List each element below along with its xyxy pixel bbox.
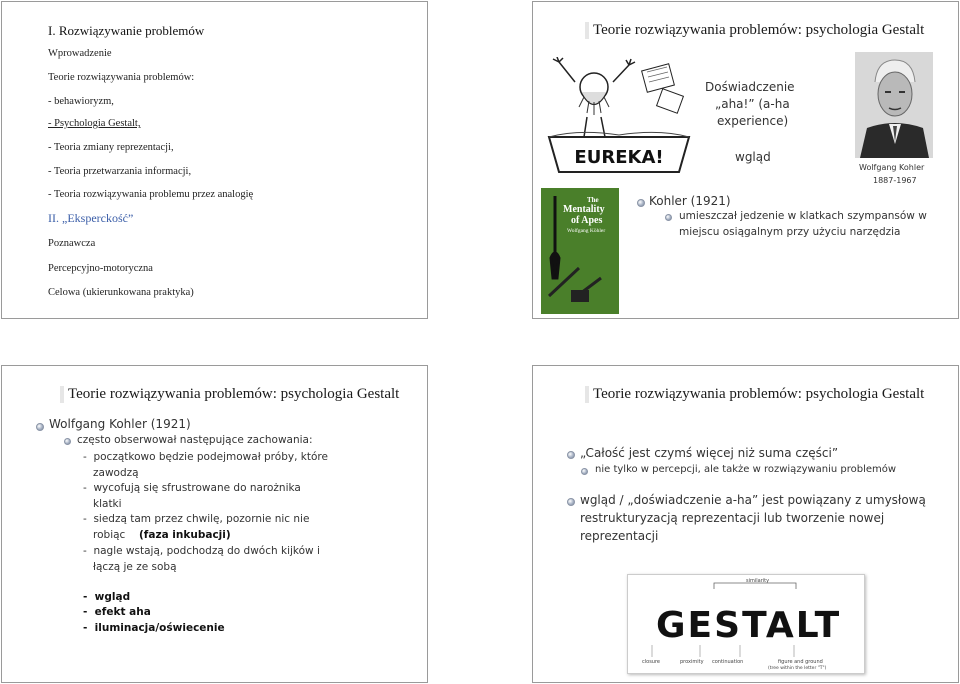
slide4-bullet2-line2: restrukturyzacją reprezentacji lub tworzenie nowej [580,511,885,525]
portrait-photo [855,52,933,158]
slide-3 [1,365,428,683]
slide1-line: Teorie rozwiązywania problemów: [48,72,195,83]
proximity-label: proximity [680,659,704,665]
kohler-portrait [855,52,933,158]
slide3-title: Teorie rozwiązywania problemów: psychologia Gestalt [60,386,399,403]
slide-4 [532,365,959,683]
portrait-caption-years: 1887-1967 [873,176,917,185]
slide3-dash-line: zawodzą [83,467,139,479]
similarity-label: similarity [746,578,770,584]
slide1-title: I. Rozwiązywanie problemów [48,23,205,38]
doswiadczenie-line1: Doświadczenie [705,80,795,94]
slide3-dash-line: robiąc [83,529,129,541]
slide1-line-gestalt: - Psychologia Gestalt, [48,118,141,129]
slide3-dash-line: - początkowo będzie podejmował próby, które [83,451,328,463]
eureka-cartoon [539,57,699,182]
slide3-dash-line: - siedzą tam przez chwilę, pozornie nic nie [83,513,310,525]
slide-1 [1,1,428,319]
slide1-line: Poznawcza [48,238,96,249]
slide3-dash-line: łączą je ze sobą [83,561,177,573]
slide3-faza: (faza inkubacji) [139,529,231,541]
portrait-caption-name: Wolfgang Kohler [859,163,925,172]
slide3-sub1: często obserwował następujące zachowania: [77,434,313,446]
slide4-bullet2-line3: reprezentacji [580,529,659,543]
doswiadczenie-line2: „aha!” (a-ha [715,97,790,111]
slide3-bold-line: - wgląd [83,591,131,603]
slide1-line: - behawioryzm, [48,96,114,107]
book-cover [541,188,619,314]
bullet-icon [567,498,575,506]
slide1-line: - Teoria przetwarzania informacji, [48,166,192,177]
continuation-label: continuation [712,659,744,665]
slide4-bullet1: „Całość jest czymś więcej niż suma części” [580,446,839,460]
gestalt-illustration [628,575,864,673]
bullet-icon [567,451,575,459]
slide3-bold-line: - iluminacja/oświecenie [83,622,225,634]
bullet-icon [665,214,672,221]
figure-ground-label: figure and ground [778,659,823,665]
slide4-sub1: nie tylko w percepcji, ale także w rozwiązywaniu problemów [595,464,897,475]
book-title-1: The [587,196,599,204]
slide3-bold-line: - efekt aha [83,606,151,618]
slide4-bullet2-line1: wgląd / „doświadczenie a-ha” jest powiązany z umysłową [580,493,926,507]
slide1-section-2: II. „Eksperckość” [48,211,134,225]
figure-ground-note: (tree within the letter "T") [768,666,827,671]
wglad-label: wgląd [735,150,771,164]
slide3-dash-line: - wycofują się sfrustrowane do narożnika [83,482,301,494]
eureka-label: EUREKA! [574,147,664,168]
book-title-2: Mentality [563,204,605,215]
slide3-dash-line: - nagle wstają, podchodzą do dwóch kijków i [83,545,320,557]
eureka-illustration [539,57,699,182]
slide3-bullet1: Wolfgang Kohler (1921) [49,417,191,431]
bullet-icon [36,423,44,431]
book-title-3: of Apes [571,215,603,226]
slide2-sub1-line2: miejscu osiągalnym przy użyciu narzędzia [679,226,901,238]
slide2-title: Teorie rozwiązywania problemów: psychologia Gestalt [585,22,924,39]
gestalt-figure [627,574,865,674]
slide2-bullet1: Kohler (1921) [649,194,731,208]
slide1-line: Wprowadzenie [48,48,112,59]
slide2-sub1-line1: umieszczał jedzenie w klatkach szympansów w [679,210,927,222]
slide4-title: Teorie rozwiązywania problemów: psychologia Gestalt [585,386,924,403]
slide1-line: Percepcyjno-motoryczna [48,263,153,274]
slide1-line: - Teoria rozwiązywania problemu przez analogię [48,189,254,200]
doswiadczenie-line3: experience) [717,114,789,128]
bullet-icon [64,438,71,445]
slide3-dash-line: klatki [83,498,122,510]
slide1-line: Celowa (ukierunkowana praktyka) [48,287,194,298]
bullet-icon [581,468,588,475]
slide-2 [532,1,959,319]
closure-label: closure [642,659,660,665]
book-author: Wolfgang Köhler [567,228,606,234]
bullet-icon [637,199,645,207]
slide1-line: - Teoria zmiany reprezentacji, [48,142,174,153]
gestalt-word: GESTALT [656,605,842,646]
